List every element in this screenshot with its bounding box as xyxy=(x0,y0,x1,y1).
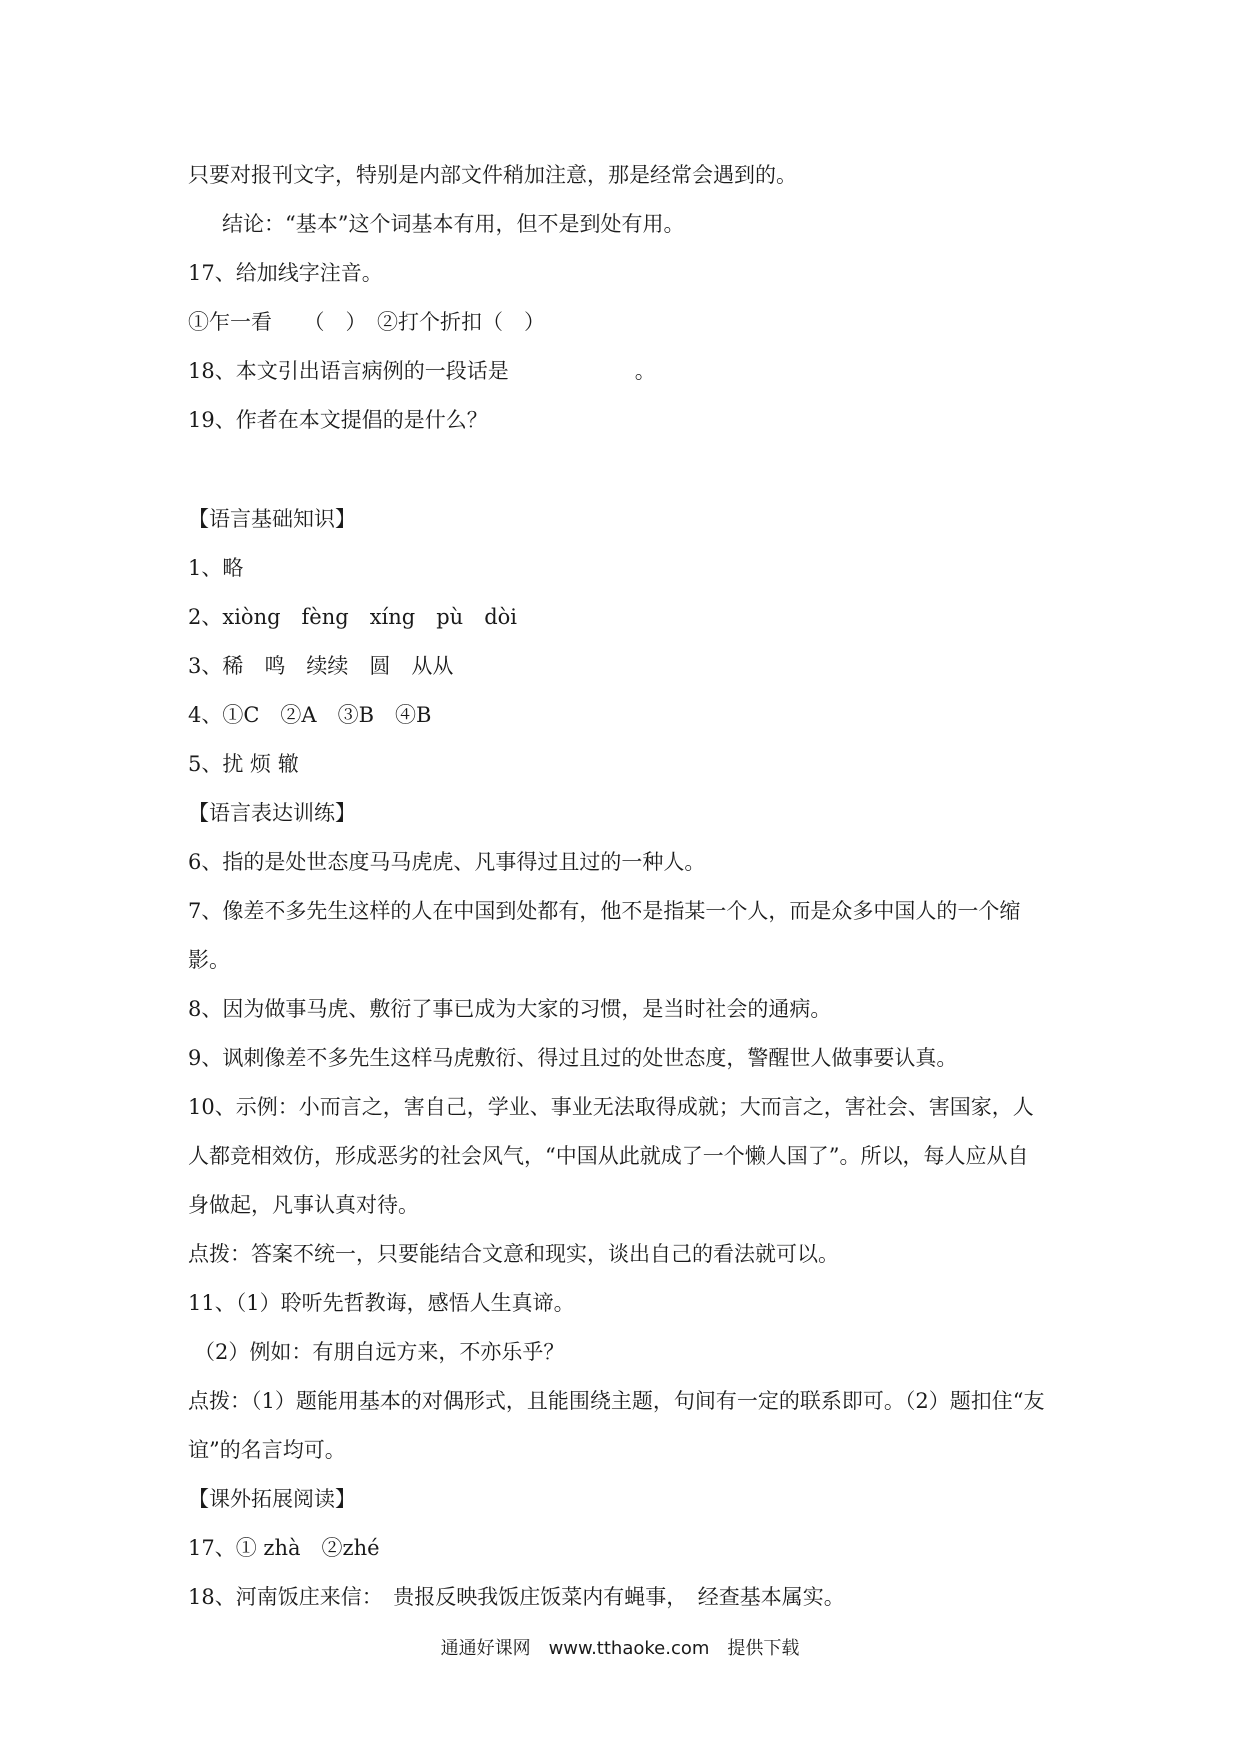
answer-11-1: 11、（1）聆听先哲教诲，感悟人生真谛。 xyxy=(188,1291,575,1315)
answer-5: 5、扰 烦 辙 xyxy=(188,752,299,776)
answer-11-2: （2）例如：有朋自远方来，不亦乐乎？ xyxy=(194,1340,565,1364)
hint-11-cont: 谊”的名言均可。 xyxy=(188,1438,346,1462)
answer-6: 6、指的是处世态度马马虎虎、凡事得过且过的一种人。 xyxy=(188,850,706,874)
section-heading-expression: 【语言表达训练】 xyxy=(188,801,356,825)
question-17: 17、给加线字注音。 xyxy=(188,261,383,285)
answer-9: 9、讽刺像差不多先生这样马虎敷衍、得过且过的处世态度，警醒世人做事要认真。 xyxy=(188,1046,958,1070)
section-heading-basic: 【语言基础知识】 xyxy=(188,507,356,531)
page-footer: 通通好课网 www.tthaoke.com 提供下载 xyxy=(440,1638,800,1659)
answer-1: 1、略 xyxy=(188,556,244,580)
answer-3: 3、稀 鸣 续续 圆 从从 xyxy=(188,654,454,678)
answer-10-cont-2: 身做起，凡事认真对待。 xyxy=(188,1193,419,1217)
text-line: 只要对报刊文字，特别是内部文件稍加注意，那是经常会遇到的。 xyxy=(188,163,797,187)
hint-11: 点拨：（1）题能用基本的对偶形式，且能围绕主题，句间有一定的联系即可。（2）题扣住“友 xyxy=(188,1389,1045,1413)
answer-10-cont: 人都竞相效仿，形成恶劣的社会风气，“中国从此就成了一个懒人国了”。所以，每人应从自 xyxy=(188,1144,1029,1168)
conclusion-line: 结论：“基本”这个词基本有用，但不是到处有用。 xyxy=(222,212,685,236)
question-17-items: ①乍一看 （ ） ②打个折扣（ ） xyxy=(188,310,545,334)
answer-4: 4、①C ②A ③B ④B xyxy=(188,703,432,727)
hint-10: 点拨：答案不统一，只要能结合文意和现实，谈出自己的看法就可以。 xyxy=(188,1242,839,1266)
answer-10: 10、示例：小而言之，害自己，学业、事业无法取得成就；大而言之，害社会、害国家，人 xyxy=(188,1095,1034,1119)
question-19: 19、作者在本文提倡的是什么？ xyxy=(188,408,488,432)
answer-17: 17、① zhà ②zhé xyxy=(188,1536,380,1560)
question-18: 18、本文引出语言病例的一段话是 。 xyxy=(188,359,656,383)
section-heading-reading: 【课外拓展阅读】 xyxy=(188,1487,356,1511)
answer-7-cont: 影。 xyxy=(188,948,230,972)
answer-2: 2、xiòng fèng xíng pù dòi xyxy=(188,605,517,629)
answer-18: 18、河南饭庄来信： 贵报反映我饭庄饭菜内有蝇事， 经查基本属实。 xyxy=(188,1585,845,1609)
answer-7: 7、像差不多先生这样的人在中国到处都有，他不是指某一个人，而是众多中国人的一个缩 xyxy=(188,899,1021,923)
answer-8: 8、因为做事马虎、敷衍了事已成为大家的习惯，是当时社会的通病。 xyxy=(188,997,832,1021)
